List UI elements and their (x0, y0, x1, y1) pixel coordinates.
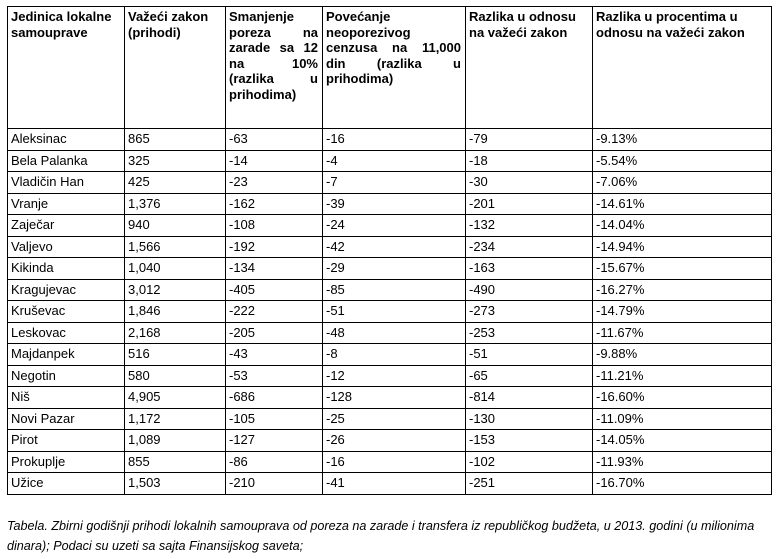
cell-municipality: Kruševac (8, 301, 125, 323)
cell-census-increase: -85 (323, 279, 466, 301)
cell-difference: -234 (466, 236, 593, 258)
cell-current-law: 3,012 (125, 279, 226, 301)
cell-current-law: 425 (125, 172, 226, 194)
table-row (8, 279, 772, 301)
table-row (8, 322, 772, 344)
cell-municipality: Valjevo (8, 236, 125, 258)
table-caption: Tabela. Zbirni godišnji prihodi lokalnih samouprava od poreza na zarade i transfera iz republičkog budžeta, u 2013. godini (u milionima dinara); Podaci su uzeti sa sajta Finansijskog saveta; (7, 519, 755, 553)
cell-difference: -153 (466, 430, 593, 452)
cell-difference-percent: -9.13% (593, 129, 772, 151)
table-header-row (8, 7, 772, 129)
cell-tax-reduction: -162 (226, 193, 323, 215)
cell-difference: -30 (466, 172, 593, 194)
revenue-table (7, 6, 772, 495)
cell-current-law: 1,040 (125, 258, 226, 280)
cell-difference-percent: -11.67% (593, 322, 772, 344)
cell-tax-reduction: -108 (226, 215, 323, 237)
cell-tax-reduction: -192 (226, 236, 323, 258)
cell-difference-percent: -14.79% (593, 301, 772, 323)
table-row (8, 215, 772, 237)
cell-difference: -490 (466, 279, 593, 301)
cell-current-law: 1,089 (125, 430, 226, 452)
cell-municipality: Niš (8, 387, 125, 409)
cell-current-law: 4,905 (125, 387, 226, 409)
table-row (8, 451, 772, 473)
cell-difference-percent: -14.61% (593, 193, 772, 215)
cell-difference: -18 (466, 150, 593, 172)
cell-difference-percent: -15.67% (593, 258, 772, 280)
cell-census-increase: -26 (323, 430, 466, 452)
cell-municipality: Negotin (8, 365, 125, 387)
cell-difference: -65 (466, 365, 593, 387)
table-row (8, 365, 772, 387)
table-row (8, 473, 772, 495)
cell-current-law: 580 (125, 365, 226, 387)
cell-tax-reduction: -14 (226, 150, 323, 172)
cell-tax-reduction: -686 (226, 387, 323, 409)
cell-difference: -102 (466, 451, 593, 473)
cell-municipality: Kikinda (8, 258, 125, 280)
cell-difference-percent: -16.60% (593, 387, 772, 409)
table-row (8, 408, 772, 430)
cell-census-increase: -41 (323, 473, 466, 495)
cell-tax-reduction: -405 (226, 279, 323, 301)
cell-difference: -79 (466, 129, 593, 151)
cell-tax-reduction: -23 (226, 172, 323, 194)
table-row (8, 150, 772, 172)
header-census-increase: Povećanje neoporezivog cenzusa na 11,000 din (razlika u prihodima) (323, 7, 466, 129)
header-tax-reduction: Smanjenje poreza na zarade sa 12 na 10% (razlika u prihodima) (226, 7, 323, 129)
cell-difference: -201 (466, 193, 593, 215)
cell-census-increase: -8 (323, 344, 466, 366)
cell-difference-percent: -14.94% (593, 236, 772, 258)
cell-municipality: Kragujevac (8, 279, 125, 301)
cell-difference: -51 (466, 344, 593, 366)
cell-census-increase: -29 (323, 258, 466, 280)
cell-municipality: Pirot (8, 430, 125, 452)
cell-difference: -163 (466, 258, 593, 280)
cell-tax-reduction: -43 (226, 344, 323, 366)
cell-tax-reduction: -134 (226, 258, 323, 280)
cell-census-increase: -25 (323, 408, 466, 430)
table-row (8, 387, 772, 409)
cell-difference-percent: -11.09% (593, 408, 772, 430)
header-current-law: Važeći zakon (prihodi) (125, 7, 226, 129)
cell-tax-reduction: -53 (226, 365, 323, 387)
cell-tax-reduction: -105 (226, 408, 323, 430)
cell-difference: -253 (466, 322, 593, 344)
cell-municipality: Vladičin Han (8, 172, 125, 194)
table-row (8, 172, 772, 194)
cell-current-law: 325 (125, 150, 226, 172)
cell-census-increase: -16 (323, 129, 466, 151)
cell-tax-reduction: -210 (226, 473, 323, 495)
cell-difference-percent: -9.88% (593, 344, 772, 366)
cell-current-law: 1,376 (125, 193, 226, 215)
cell-census-increase: -48 (323, 322, 466, 344)
cell-census-increase: -24 (323, 215, 466, 237)
cell-difference-percent: -16.27% (593, 279, 772, 301)
cell-tax-reduction: -127 (226, 430, 323, 452)
table-row (8, 301, 772, 323)
cell-tax-reduction: -63 (226, 129, 323, 151)
cell-tax-reduction: -86 (226, 451, 323, 473)
header-local-unit: Jedinica lokalne samouprave (8, 7, 125, 129)
cell-current-law: 1,172 (125, 408, 226, 430)
cell-current-law: 2,168 (125, 322, 226, 344)
cell-municipality: Majdanpek (8, 344, 125, 366)
table-body (8, 129, 772, 495)
cell-municipality: Bela Palanka (8, 150, 125, 172)
cell-municipality: Zaječar (8, 215, 125, 237)
cell-census-increase: -128 (323, 387, 466, 409)
cell-census-increase: -16 (323, 451, 466, 473)
cell-municipality: Novi Pazar (8, 408, 125, 430)
cell-difference: -814 (466, 387, 593, 409)
cell-difference: -130 (466, 408, 593, 430)
cell-difference: -132 (466, 215, 593, 237)
cell-municipality: Aleksinac (8, 129, 125, 151)
cell-tax-reduction: -205 (226, 322, 323, 344)
table-row (8, 258, 772, 280)
cell-census-increase: -51 (323, 301, 466, 323)
table-row (8, 193, 772, 215)
cell-tax-reduction: -222 (226, 301, 323, 323)
cell-difference-percent: -11.93% (593, 451, 772, 473)
cell-current-law: 1,566 (125, 236, 226, 258)
cell-difference: -273 (466, 301, 593, 323)
table-row (8, 344, 772, 366)
cell-current-law: 1,503 (125, 473, 226, 495)
cell-difference-percent: -11.21% (593, 365, 772, 387)
cell-census-increase: -12 (323, 365, 466, 387)
cell-difference-percent: -7.06% (593, 172, 772, 194)
cell-current-law: 865 (125, 129, 226, 151)
cell-current-law: 940 (125, 215, 226, 237)
header-difference: Razlika u odnosu na važeći zakon (466, 7, 593, 129)
cell-difference-percent: -5.54% (593, 150, 772, 172)
table-row (8, 129, 772, 151)
cell-difference-percent: -14.04% (593, 215, 772, 237)
cell-current-law: 1,846 (125, 301, 226, 323)
cell-current-law: 855 (125, 451, 226, 473)
cell-census-increase: -42 (323, 236, 466, 258)
cell-municipality: Prokuplje (8, 451, 125, 473)
cell-municipality: Vranje (8, 193, 125, 215)
header-difference-percent: Razlika u procentima u odnosu na važeći zakon (593, 7, 772, 129)
cell-difference: -251 (466, 473, 593, 495)
cell-current-law: 516 (125, 344, 226, 366)
table-row (8, 236, 772, 258)
cell-difference-percent: -16.70% (593, 473, 772, 495)
cell-census-increase: -39 (323, 193, 466, 215)
cell-census-increase: -7 (323, 172, 466, 194)
table-row (8, 430, 772, 452)
cell-municipality: Užice (8, 473, 125, 495)
cell-municipality: Leskovac (8, 322, 125, 344)
cell-difference-percent: -14.05% (593, 430, 772, 452)
cell-census-increase: -4 (323, 150, 466, 172)
